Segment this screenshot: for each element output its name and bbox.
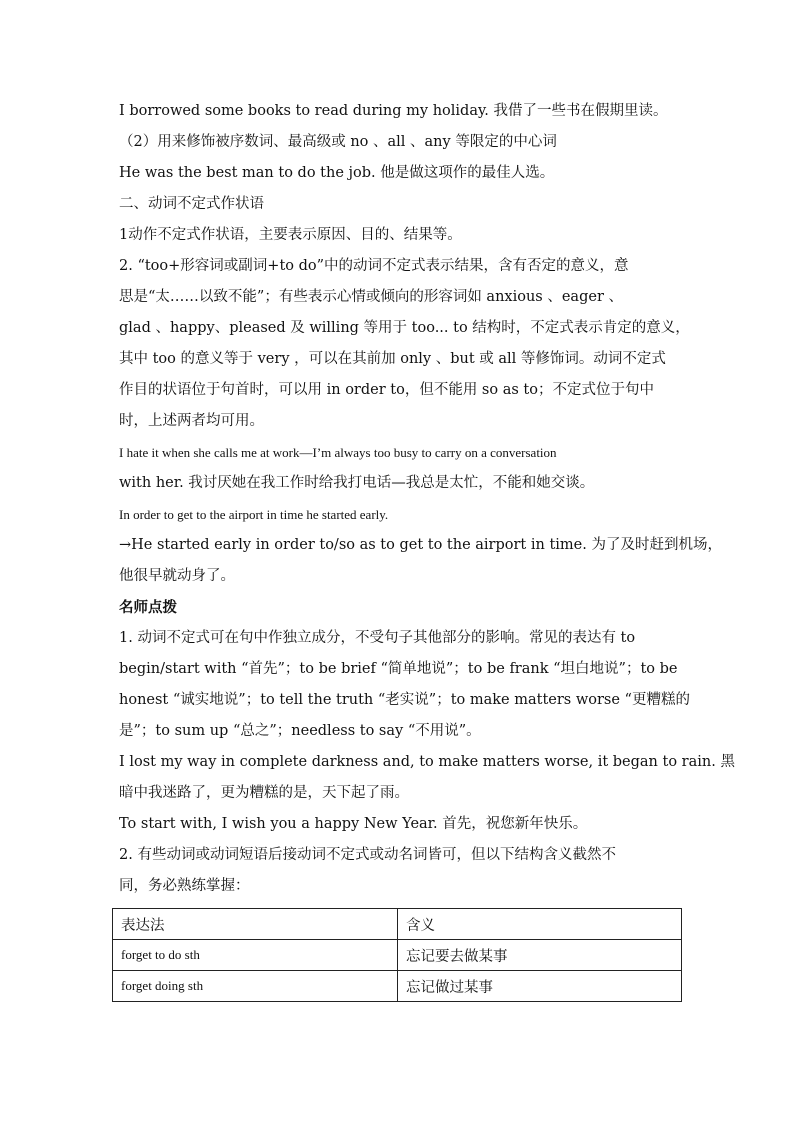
- example-sentence: →He started early in order to/so as to get to the airport in time. 为了及时赶到机场，: [119, 537, 722, 553]
- example-sentence: To start with, I wish you a happy New Year. 首先，祝您新年快乐。: [119, 816, 588, 832]
- example-sentence: I hate it when she calls me at work—I’m always too busy to carry on a conversation: [119, 445, 557, 460]
- paragraph-line: glad 、happy、pleased 及 willing 等用于 too... to 结构时，不定式表示肯定的意义，: [119, 320, 690, 336]
- example-sentence: I borrowed some books to read during my holiday. 我借了一些书在假期里读。: [119, 103, 668, 119]
- example-sentence: with her. 我讨厌她在我工作时给我打电话—我总是太忙，不能和她交谈。: [119, 475, 595, 491]
- rule-item: （2）用来修饰被序数词、最高级或 no 、all 、any 等限定的中心词: [119, 134, 557, 150]
- table-row: [113, 971, 682, 1002]
- example-sentence: I lost my way in complete darkness and, to make matters worse, it began to rain. 黑: [119, 754, 735, 770]
- example-sentence: In order to get to the airport in time he started early.: [119, 507, 389, 522]
- paragraph-line: 2. 有些动词或动词短语后接动词不定式或动名词皆可，但以下结构含义截然不: [119, 847, 616, 863]
- paragraph-line: 2. “too+形容词或副词+to do”中的动词不定式表示结果，含有否定的意义，意: [119, 258, 629, 274]
- tips-heading: 名师点拨: [119, 599, 177, 616]
- paragraph-line: honest “诚实地说”；to tell the truth “老实说”；to make matters worse “更糟糕的: [119, 692, 690, 708]
- paragraph-line: begin/start with “首先”；to be brief “简单地说”；to be frank “坦白地说”；to be: [119, 661, 678, 677]
- table-cell: 忘记要去做某事: [398, 940, 682, 971]
- example-sentence: He was the best man to do the job. 他是做这项作的最佳人选。: [119, 165, 555, 181]
- paragraph-line: 作目的状语位于句首时，可以用 in order to，但不能用 so as to；不定式位于句中: [119, 382, 654, 398]
- table-cell: 忘记做过某事: [398, 971, 682, 1002]
- section-heading: 二、动词不定式作状语: [119, 196, 264, 212]
- table-row: [113, 940, 682, 971]
- paragraph-line: 1. 动词不定式可在句中作独立成分，不受句子其他部分的影响。常见的表达有 to: [119, 630, 636, 646]
- table-header-cell: 含义: [398, 909, 682, 940]
- rule-item: 1动作不定式作状语，主要表示原因、目的、结果等。: [119, 227, 462, 243]
- paragraph-line: 是”；to sum up “总之”；needless to say “不用说”。: [119, 723, 481, 739]
- table-cell: forget to do sth: [113, 940, 398, 971]
- table-header-row: [113, 909, 682, 940]
- paragraph-line: 时，上述两者均可用。: [119, 413, 264, 429]
- example-sentence: 暗中我迷路了，更为糟糕的是，天下起了雨。: [119, 785, 409, 801]
- expression-table: [112, 908, 682, 1002]
- paragraph-line: 其中 too 的意义等于 very ，可以在其前加 only 、but 或 all 等修饰词。动词不定式: [119, 351, 666, 367]
- paragraph-line: 同，务必熟练掌握：: [119, 878, 250, 894]
- document-body: [119, 96, 735, 902]
- example-sentence: 他很早就动身了。: [119, 568, 235, 584]
- table-cell: forget doing sth: [113, 971, 398, 1002]
- paragraph-line: 思是“太……以致不能”；有些表示心情或倾向的形容词如 anxious 、eager 、: [119, 289, 623, 305]
- table-header-cell: 表达法: [113, 909, 398, 940]
